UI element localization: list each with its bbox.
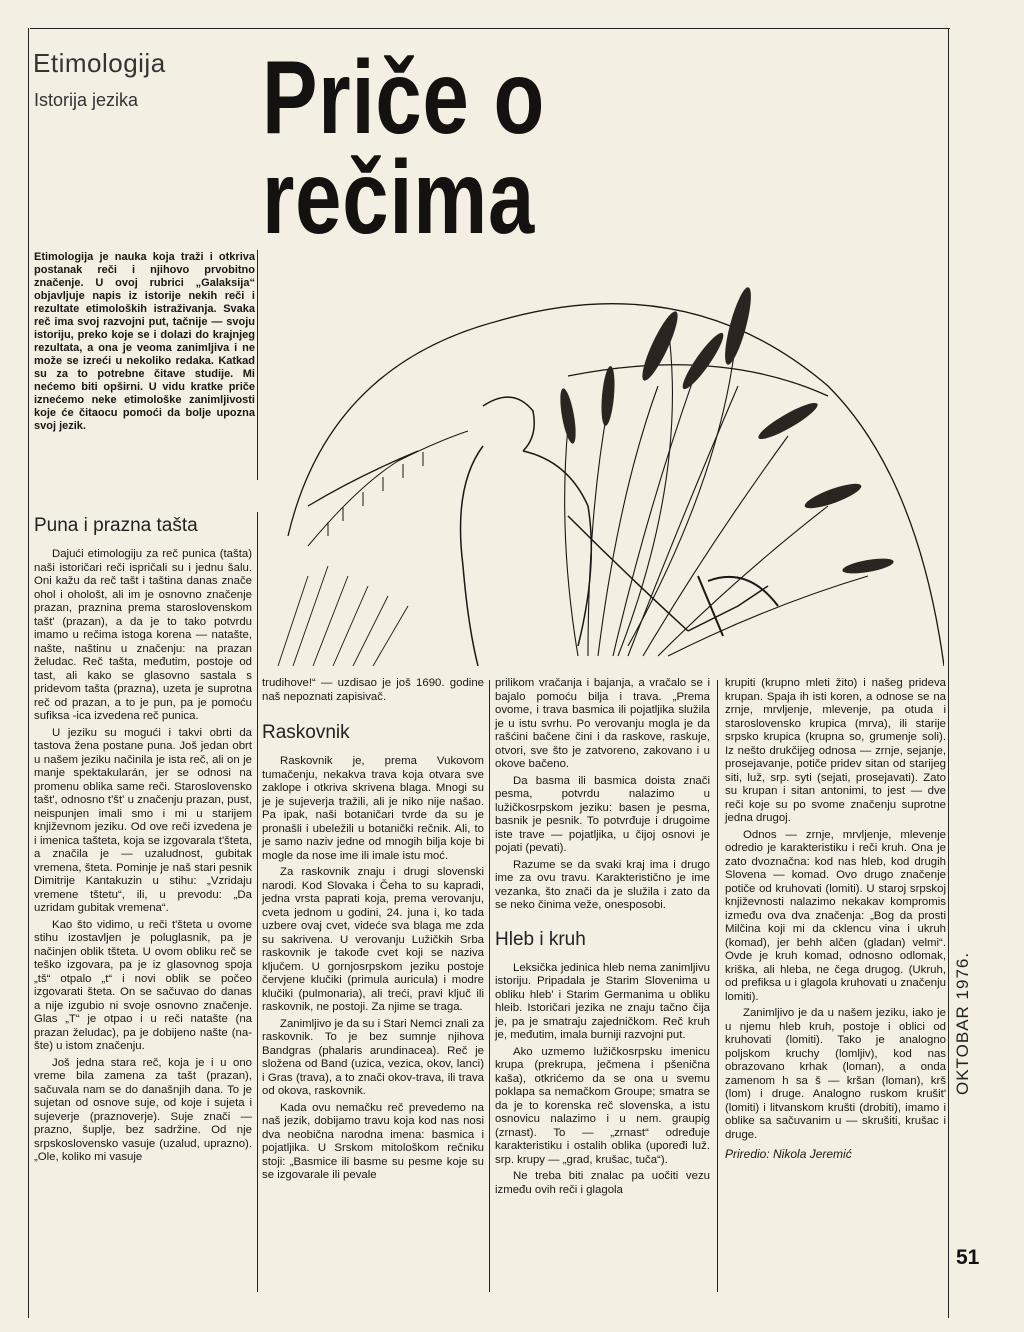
paragraph: Kada ovu nemačku reč prevedemo na naš jezik, dobijamo travu koja kod nas nosi dva neobična narodna imena: basmica i pojatljika. U Srskom mitološkom rečniku stoji: „Basmice ili basme su pesme koje su se izgovarale ili pevale xyxy=(262,1101,484,1181)
author-credit: Priredio: Nikola Jeremić xyxy=(725,1147,852,1161)
grass-lines xyxy=(278,566,408,666)
distant-procession xyxy=(308,431,468,546)
paragraph: prilikom vračanja i bajanja, a vračalo se i bajalo pomoću bilja i trava. „Prema ovome, i trava basmica ili pojatljika služila je u istu svrhu. Po verovanju mogla je da rašćini bačene čini i da raskove, raskuje, otvori, sve što je zatvoreno, zakovano i u okove bačeno. xyxy=(495,677,710,770)
paragraph: Odnos — zrnje, mrvljenje, mlevenje odredio je karakteristiku i reči kruh. Ona je zato dvoznačna: kod nas hleb, kod drugih Slovena — komad. Ovo drugo značenje potiče od kruhovati (lomiti). U staroj srpskoj književnosti nalazimo nekakav kompromis između ova dva značenja: „Bog da prosti Milčina koji mi da cklencu vina i ukruh (komad), jer behh alčen (gladan) velmi“. Ovde je kruh komad, odnosno odlomak, kriška, ali hleba, ne čega drugog. (Ukruh, od prefiksa u i glagola kruhovati u značenju lomiti). xyxy=(725,828,946,1003)
left-rule xyxy=(28,28,29,1318)
paragraph: Raskovnik je, prema Vukovom tumačenju, nekakva trava koja otvara sve zaklope i otkriva skrivena blaga. Mnogi su je je sujeverja tražili, ali je niko nije našao. Pa ipak, naši botaničari tvrde da su je pronašli i ubeležili u botanički rečnik. Ali, to je samo naziv jedne od mnogih bilja koje bi mogle da nose ime ili imale istu moć. xyxy=(262,755,484,862)
column-3 xyxy=(495,677,710,1200)
issue-date: OKTOBAR 1976. xyxy=(953,951,972,1095)
horizon-circle xyxy=(288,304,944,666)
column-rule-1 xyxy=(257,512,258,1292)
paragraph: U jeziku su mogući i takvi obrti da tastova žena postane puna. Još jedan obrt u našem jeziku načinila je ista reč, ali on je manje spektakularán, jer se odnosi na promenu oblika same reči. Staroslovensko tašt', odnosno t'št' u značenju prazan, pust, neispunjen imali smo i mi u starijem književnom jeziku. Od ove reči izvedena je i imenica taštetа, koja se izgovarala t'šteta, a značila je — uzaludnost, gubitak vremena, šteta. Pominje je naš stari pesnik Dimitrije Kantakuzin u stihu: „Vzridaju vremene tštetu“, ili, u prevodu: „Da uzridam gubitak vremena“. xyxy=(34,726,252,914)
heading-raskovnik: Raskovnik xyxy=(262,722,350,743)
paragraph: Dajući etimologiju za reč punica (tašta) naši istoričari reči ispričali su i jednu šalu. Oni kažu da reč tašt i taština danas znače ohol i ohološt, ali im je osnovno značenje prazan, praznina prema staroslovenskom tašt' (prazan), a da je to tako potvrdu imamo u rečima istoga korena — natašte, našte, naštinu u značenju: na prazan želudac. Reč tašta, međutim, postoje od tast, ali kako se glasovno sastala s pridevom tašta (prazna), uzeta je suprotna reč od prazan, a to je pun, pa je pomoću sufiksa -ica izvedena reč punica. xyxy=(34,548,252,722)
subsection-label: Istorija jezika xyxy=(34,90,139,110)
paragraph: Još jedna stara reč, koja je i u ono vreme bila zamena za tašt (prazan), sačuvala nam se do današnjih dana. To je sujetan od osnove suje, od koje i sujeta i sujeverje (praznoverje). Suje znači — prazno, šuplje, bez sadržine. Od nje srpskoslovensko vasuje (uzalud, uprazno). „Ole, koliko mi vasuje xyxy=(34,1056,252,1163)
column-rule-2 xyxy=(489,680,490,1292)
paragraph: Zanimljivo je da u našem jeziku, iako je u njemu hleb kruh, postoje i oblici od kruhovati (lomiti). Tako je analogno poljskom kruchy (lomljiv), kod nas obrazovano krhak (loman), a onda zamenom h sa š — kršan (loman), krš (lom) i druge. Analogno ruskom krušit' (lomiti) i litvanskom krušti (drobiti), imamo i oblike sa sačuvanim u — skrušiti, krušac i druge. xyxy=(725,1007,946,1141)
column-1 xyxy=(34,515,252,1168)
paragraph: Leksička jedinica hleb nema zanimljivu istoriju. Pripadala je Starim Slovenima u obliku hleb' i Starim Germanima u obliku hleib. Istoričari jezika ne znaju tačno čija je, pa je smatraju zajedničkom. Reč kruh je, međutim, imala burniji razvojni put. xyxy=(495,961,710,1041)
paragraph: Kao što vidimo, u reči t'šteta u ovome stihu izostavljen je poluglasnik, pa je načinjen oblik tštetа. U ovom obliku reč se teško izgovara, pa je iz glasovnog spoja „tš“ otpalo „t“ i novi oblik se počeo izgovarati šteta. On se sačuvao do danas a nije izgubio ni svoje osnovno značenje. Glas „T“ je otpao i u reči natašte (na prazan želudac), pa je dobijeno našte (na-šte) u istom značenju. xyxy=(34,918,252,1052)
section-label: Etimologija xyxy=(33,48,166,78)
paragraph: Za raskovnik znaju i drugi slovenski narodi. Kod Slovaka i Čeha to su kapradi, jedna vrsta paprati koja, prema verovanju, cveta jednom u godini, 24. juna i, ko tada uzbere ovaj cvet, videće sva blaga me zda su sakrivena. U verovanju Lužičkih Srba raskovnik je takođe cvet koji se naziva ključem. U gornjosrpskom jeziku postoje červjene klučiki (primula auricula) i modre klučiki (pulmonaria), ali treći, pravi ključ ili raskovnik, ne postoji. Za njime se traga. xyxy=(262,866,484,1013)
paragraph: Ako uzmemo lužičkosrpsku imenicu krupa (prekrupa, ječmena i pšenična kaša), otkrićemo da se ona u svemu poklapa sa nemačkom Groupe; smatra se da je to korenska reč slovenska, a istu osnovicu nalazimo i u nem. graupig (zrnast). To — „zrnast“ određuje karakteristiku i ostalih oblika (upoređi luž. srp. krupy — „grad, krušac, tuča“). xyxy=(495,1045,710,1166)
right-rule xyxy=(948,28,949,1318)
column-2 xyxy=(262,677,484,1186)
column-rule-3 xyxy=(717,680,718,1292)
page-title: Priče o rečima xyxy=(262,40,546,256)
paragraph: Ne treba biti znalac pa uočiti vezu između ovih reči i glagola xyxy=(495,1170,710,1196)
paragraph: trudihove!“ — uzdisao je još 1690. godine naš nepoznati zapisivač. xyxy=(262,677,484,703)
illustration-reaper xyxy=(268,246,944,666)
paragraph: Zanimljivo je da su i Stari Nemci znali za raskovnik. To je bez sumnje njihova Bandgras (phalaris arundinacea). Reč je složena od Band (uzica, vezica, okov, lanci) i Gras (trava), a to znači okov-trava, ili trava od okova, raskovnik. xyxy=(262,1017,484,1097)
intro-rule xyxy=(257,250,258,480)
top-rule xyxy=(30,28,950,29)
wheat-ears xyxy=(557,285,894,576)
column-4 xyxy=(725,677,946,1162)
paragraph: Da basma ili basmica doista znači pesma, potvrdu nalazimo u lužičkosrpskom jeziku: basen je pesma, basnik je pesnik. To potvrđuje i drugoime iste trave — pojatljika, u čijoj osnovi je pojati (pevati). xyxy=(495,774,710,854)
paragraph: Razume se da svaki kraj ima i drugo ime za ovu travu. Karakteristično je ime vezanka, što znači da je služila i zato da se neko činima veže, onesposobi. xyxy=(495,858,710,911)
paragraph: krupiti (krupno mleti žito) i našeg prideva krupan. Spaja ih isti koren, a odnose se na zrnje, mrvljenje, mlevenje, pa otuda i staroslovensko krupica (mrva), ili starije srpsko krupica (krupna so, grumenje soli). Iz nešto drukčijeg odnosa — zrnje, sejanje, prosejavanje, potiče pridev sitan od starijeg siti, luž, srp. syti (sejati, prosejavati). Zato su krupan i sitan antonimi, to jest — dve reči koje su po svome značenju suprotne jedna drugoj. xyxy=(725,677,946,824)
page-number: 51 xyxy=(956,1246,980,1269)
intro-text: Etimologija je nauka koja traži i otkriva postanak reči i njihovo prvobitno značenje. U ovoj rubrici „Galaksija“ objavljuje napis iz istorije nekih reči i rezultate etimoloških istraživanja. Svaka reč ima svoj razvojni put, tačnije — svoju istoriju, preko koje se i dolazi do krajnjeg rezultata, a ona je veoma zanimljiva i ne može se izreći u nekoliko redaka. Katkad su za to potrebne čitave studije. Mi nećemo biti opširni. U vidu kratke priče iznećemo neke etimološke zanimljivosti koje će čitaocu pomoći da bolje upozna svoj jezik. xyxy=(34,251,255,432)
heading-puna-i-prazna-tasta: Puna i prazna tašta xyxy=(34,515,198,536)
heading-hleb-i-kruh: Hleb i kruh xyxy=(495,928,586,950)
